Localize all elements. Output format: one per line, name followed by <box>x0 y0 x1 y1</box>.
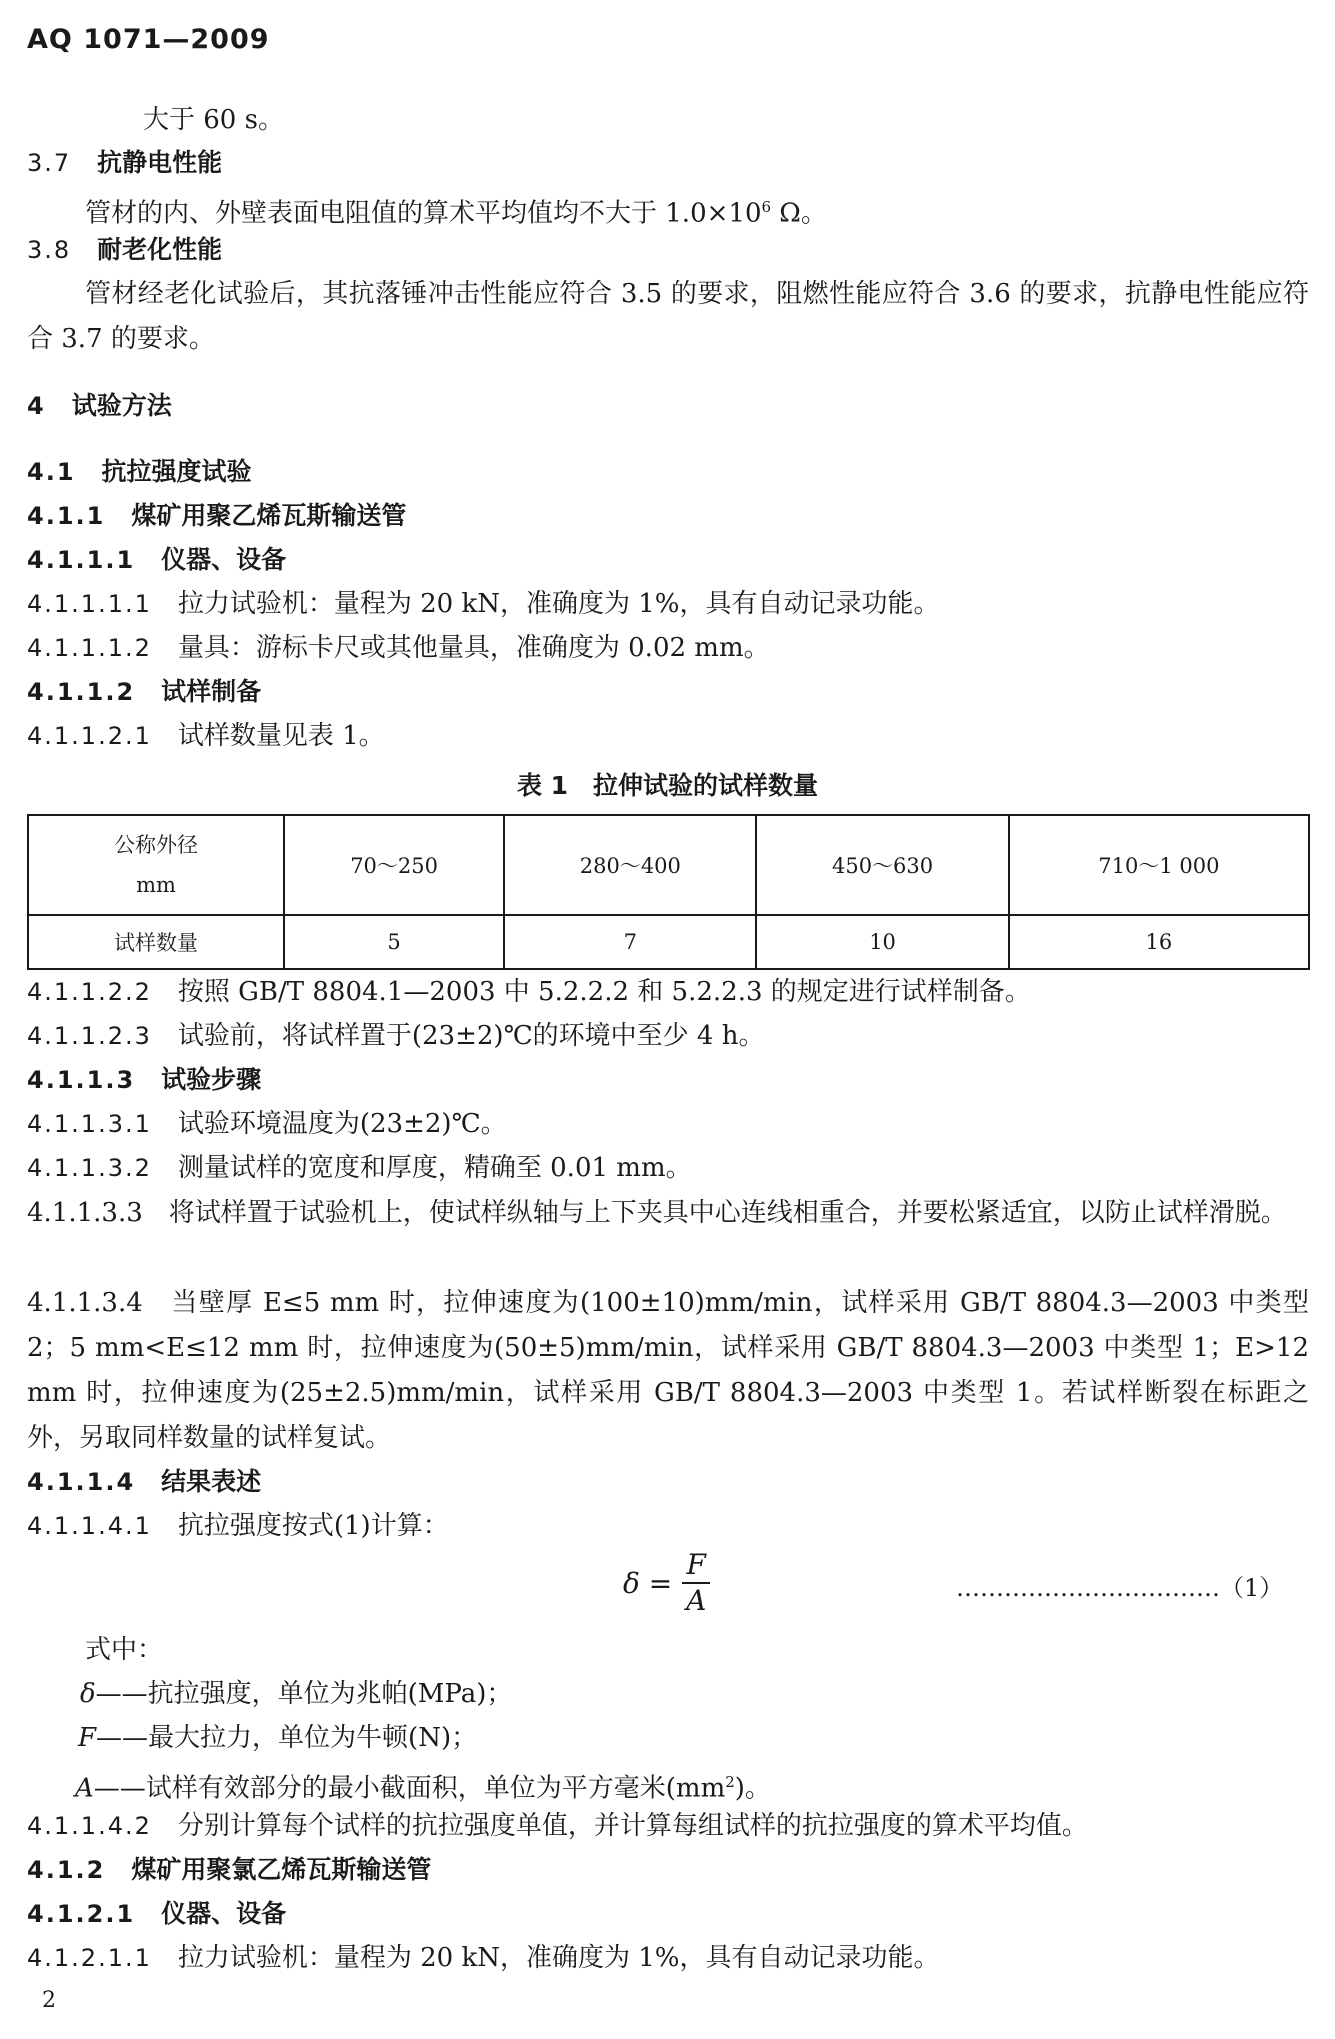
section-heading-4-1-1 <box>27 494 406 538</box>
table-cell: 10 <box>756 915 1008 969</box>
clause-number: 4.1.1.1.1 <box>27 590 152 618</box>
denominator: A <box>686 1584 707 1617</box>
table-cell: 16 <box>1009 915 1309 969</box>
section-heading-3-7 <box>27 141 222 185</box>
table-cell: 5 <box>284 915 504 969</box>
definition-text: )。 <box>734 1773 771 1804</box>
section-number: 4.1.1.2 <box>27 678 136 706</box>
text-run: Ω。 <box>771 198 827 229</box>
section-heading-4-1 <box>27 450 252 494</box>
definition-text: ——最大拉力，单位为牛顿(N)； <box>96 1723 478 1753</box>
clause-4-1-1-1-1 <box>27 582 940 626</box>
table-cell: 450～630 <box>756 815 1008 915</box>
table-cell: 70～250 <box>284 815 504 915</box>
section-number: 4.1.1.3 <box>27 1066 136 1094</box>
section-title: 抗静电性能 <box>97 148 223 177</box>
clause-number: 4.1.1.4.2 <box>27 1812 152 1840</box>
section-heading-4-1-2-1 <box>27 1892 286 1936</box>
clause-text: 拉力试验机：量程为 20 kN，准确度为 1%，具有自动记录功能。 <box>177 1943 940 1973</box>
clause-4-1-1-2-3 <box>27 1014 764 1058</box>
symbol: F <box>78 1723 97 1753</box>
clause-text: 拉力试验机：量程为 20 kN，准确度为 1%，具有自动记录功能。 <box>177 589 940 619</box>
header-unit: mm <box>136 873 176 897</box>
section-heading-3-8 <box>27 228 222 272</box>
text-run: 管材的内、外壁表面电阻值的算术平均值均不大于 1.0×10 <box>85 198 762 229</box>
clause-4-1-1-4-1 <box>27 1504 449 1548</box>
section-number: 4 <box>27 392 46 420</box>
where-label: 式中： <box>85 1635 164 1665</box>
clause-number: 4.1.1.2.3 <box>27 1022 152 1050</box>
table-header-cell <box>28 815 284 915</box>
section-title: 煤矿用聚乙烯瓦斯输送管 <box>131 501 407 530</box>
section-heading-4-1-2 <box>27 1848 431 1892</box>
section-heading-4-1-1-4 <box>27 1460 261 1504</box>
definition-text: ——试样有效部分的最小截面积，单位为平方毫米(mm <box>93 1773 726 1804</box>
section-title: 仪器、设备 <box>161 545 287 574</box>
section-title: 煤矿用聚氯乙烯瓦斯输送管 <box>131 1855 432 1884</box>
definition-text: ——抗拉强度，单位为兆帕(MPa)； <box>95 1679 513 1709</box>
symbol: A <box>75 1773 94 1804</box>
clause-text: 量具：游标卡尺或其他量具，准确度为 0.02 mm。 <box>177 633 770 663</box>
clause-text: 按照 GB/T 8804.1—2003 中 5.2.2.2 和 5.2.2.3 的规定进行试样制备。 <box>177 977 1031 1007</box>
clause-number: 4.1.1.3.2 <box>27 1154 152 1182</box>
clause-number: 4.1.1.2.1 <box>27 722 152 750</box>
definition-f <box>78 1716 477 1760</box>
paragraph-line: 大于 60 s。 <box>143 105 284 135</box>
table-cell: 710～1 000 <box>1009 815 1309 915</box>
section-title: 耐老化性能 <box>97 235 223 264</box>
clause-4-1-1-3-4: 4.1.1.3.4 当壁厚 E≤5 mm 时，拉伸速度为(100±10)mm/min，试样采用 GB/T 8804.3—2003 中类型 2；5 mm<E≤12 mm 时，拉伸速度为(50±5)mm/min，试样采用 GB/T 8804.3—2003 中类型 1；E>12 mm 时，拉伸速度为(25±2.5)mm/min，试样采用 GB/T 8804.3—2003 中类型 1。若试样断裂在标距之外，另取同样数量的试样复试。 <box>27 1288 1309 1453</box>
table-caption: 表 1 拉伸试验的试样数量 <box>516 771 819 800</box>
superscript: 6 <box>761 198 772 216</box>
table-header-cell: 试样数量 <box>28 915 284 969</box>
clause-4-1-2-1-1 <box>27 1936 940 1980</box>
section-heading-4 <box>27 384 172 428</box>
clause-text: 试样数量见表 1。 <box>177 721 385 751</box>
clause-text: 试验前，将试样置于(23±2)℃的环境中至少 4 h。 <box>177 1021 765 1051</box>
formula-1 <box>623 1550 710 1616</box>
superscript: 2 <box>725 1773 735 1791</box>
section-title: 仪器、设备 <box>161 1899 287 1928</box>
section-number: 4.1.1 <box>27 502 106 530</box>
standard-code-header: AQ 1071—2009 <box>27 24 270 55</box>
section-number: 3.8 <box>27 236 72 264</box>
specimen-count-table <box>27 814 1310 970</box>
table-cell: 280～400 <box>504 815 756 915</box>
equation-number: ……………………………（1） <box>956 1574 1284 1602</box>
clause-4-1-1-4-2 <box>27 1804 1088 1848</box>
clause-4-1-1-3-3: 4.1.1.3.3 将试样置于试验机上，使试样纵轴与上下夹具中心连线相重合，并要松紧适宜，以防止试样滑脱。 <box>27 1198 1287 1228</box>
clause-4-1-1-2-1 <box>27 714 385 758</box>
clause-4-1-1-3-2 <box>27 1146 692 1190</box>
clause-text: 试验环境温度为(23±2)℃。 <box>177 1109 507 1139</box>
section-number: 3.7 <box>27 149 72 177</box>
section-heading-4-1-1-1 <box>27 538 286 582</box>
formula-lhs: δ = <box>623 1566 673 1600</box>
clause-4-1-1-2-2 <box>27 970 1031 1014</box>
section-number: 4.1.2 <box>27 1856 106 1884</box>
table-row <box>28 915 1309 969</box>
clause-text: 分别计算每个试样的抗拉强度单值，并计算每组试样的抗拉强度的算术平均值。 <box>177 1811 1088 1841</box>
clause-number: 4.1.2.1.1 <box>27 1944 152 1972</box>
page-number: 2 <box>42 1988 56 2013</box>
clause-text: 测量试样的宽度和厚度，精确至 0.01 mm。 <box>177 1153 692 1183</box>
clause-4-1-1-1-2 <box>27 626 770 670</box>
paragraph: 管材经老化试验后，其抗落锤冲击性能应符合 3.5 的要求，阻燃性能应符合 3.6 的要求，抗静电性能应符合 3.7 的要求。 <box>27 279 1309 354</box>
clause-number: 4.1.1.1.2 <box>27 634 152 662</box>
section-heading-4-1-1-3 <box>27 1058 261 1102</box>
section-number: 4.1.1.1 <box>27 546 136 574</box>
table-row <box>28 815 1309 915</box>
section-heading-4-1-1-2 <box>27 670 261 714</box>
section-title: 结果表述 <box>161 1467 262 1496</box>
clause-number: 4.1.1.4.1 <box>27 1512 152 1540</box>
section-title: 试验方法 <box>71 391 172 420</box>
section-title: 试验步骤 <box>161 1065 262 1094</box>
section-number: 4.1.1.4 <box>27 1468 136 1496</box>
clause-number: 4.1.1.3.1 <box>27 1110 152 1138</box>
clause-number: 4.1.1.2.2 <box>27 978 152 1006</box>
section-number: 4.1 <box>27 458 76 486</box>
table-cell: 7 <box>504 915 756 969</box>
definition-delta <box>80 1672 512 1716</box>
clause-text: 抗拉强度按式(1)计算： <box>177 1511 449 1541</box>
clause-4-1-1-3-1 <box>27 1102 507 1146</box>
symbol: δ <box>80 1679 96 1709</box>
section-number: 4.1.2.1 <box>27 1900 136 1928</box>
header-label: 公称外径 <box>114 833 198 857</box>
fraction <box>682 1550 710 1616</box>
numerator: F <box>686 1548 706 1581</box>
section-title: 试样制备 <box>161 677 262 706</box>
section-title: 抗拉强度试验 <box>101 457 252 486</box>
